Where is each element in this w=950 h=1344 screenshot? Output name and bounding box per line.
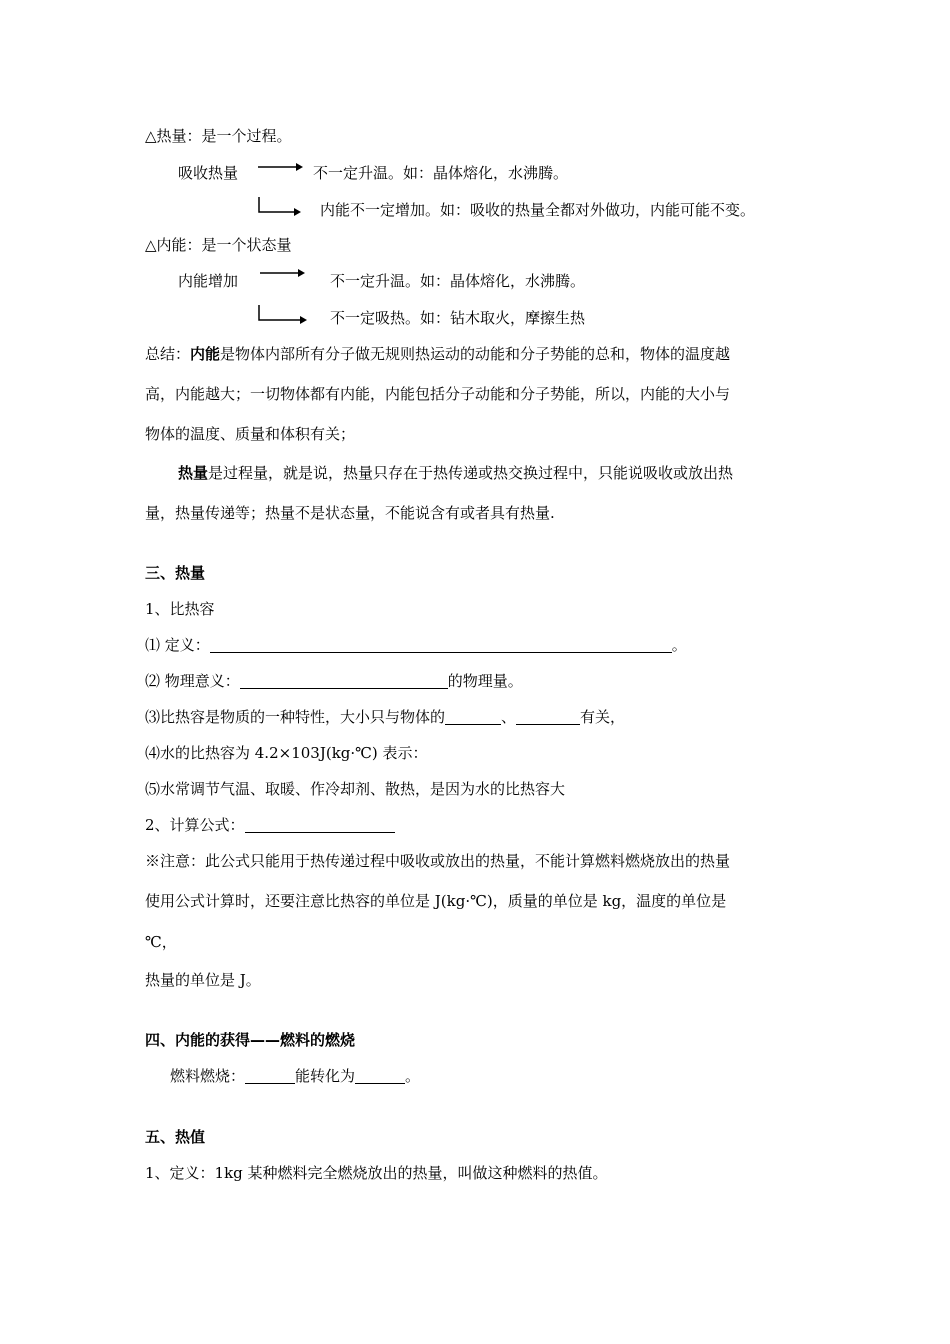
formula-blank[interactable] — [245, 817, 395, 833]
fuel-energy-blank-2[interactable] — [355, 1068, 405, 1084]
summary-term-heat: 热量 — [178, 464, 209, 482]
physical-meaning-blank[interactable] — [240, 673, 448, 689]
property-separator: 、 — [501, 708, 517, 726]
definition-label: ⑴ 定义： — [145, 636, 210, 654]
note-line-1: ※注意：此公式只能用于热传递过程中吸收或放出的热量，不能计算燃料燃烧放出的热量 — [145, 852, 731, 870]
definition-suffix: 。 — [671, 636, 687, 654]
fuel-energy-blank-1[interactable] — [245, 1068, 295, 1084]
physical-meaning-suffix: 的物理量。 — [447, 672, 523, 690]
note-line-4: 热量的单位是 J。 — [145, 971, 261, 989]
property-blank-2[interactable] — [516, 709, 580, 725]
note-line-3: ℃， — [145, 933, 177, 951]
summary-line-3: 物体的温度、质量和体积有关； — [145, 425, 356, 443]
internal-state-title: △内能：是一个状态量 — [145, 236, 292, 254]
summary-line-1 — [145, 344, 730, 364]
heat-absorb-text-2: 内能不一定增加。如：吸收的热量全都对外做功，内能可能不变。 — [320, 201, 756, 219]
summary-prefix: 总结： — [145, 345, 191, 363]
property-text: ⑶比热容是物质的一种特性，大小只与物体的 — [145, 708, 446, 726]
corner-arrow-icon — [258, 304, 308, 326]
summary-line-4-rest: 是过程量，就是说，热量只存在于热传递或热交换过程中，只能说吸收或放出热 — [208, 464, 734, 482]
internal-increase-text-1: 不一定升温。如：晶体熔化，水沸腾。 — [330, 272, 586, 290]
section-4-title: 四、内能的获得——燃料的燃烧 — [145, 1031, 356, 1049]
definition-item — [145, 635, 687, 655]
section-3-sub-1: 1、比热容 — [145, 600, 215, 618]
water-usage-item: ⑸水常调节气温、取暖、作冷却剂、散热，是因为水的比热容大 — [145, 780, 566, 798]
formula-item — [145, 815, 395, 835]
fuel-burning-item — [170, 1066, 420, 1086]
section-3-title: 三、热量 — [145, 564, 206, 582]
physical-meaning-item — [145, 671, 523, 691]
property-suffix: 有关， — [580, 708, 626, 726]
definition-blank[interactable] — [210, 637, 672, 653]
physical-meaning-label: ⑵ 物理意义： — [145, 672, 240, 690]
formula-label: 2、计算公式： — [145, 816, 245, 834]
heat-absorb-label: 吸收热量 — [178, 164, 239, 182]
fuel-burning-suffix: 。 — [405, 1067, 421, 1085]
section-5-title: 五、热值 — [145, 1128, 206, 1146]
property-item — [145, 707, 625, 727]
internal-increase-label: 内能增加 — [178, 272, 239, 290]
summary-line-4 — [178, 463, 733, 483]
heat-absorb-text-1: 不一定升温。如：晶体熔化，水沸腾。 — [313, 164, 569, 182]
internal-increase-text-2: 不一定吸热。如：钻木取火，摩擦生热 — [330, 309, 586, 327]
summary-term-internal-energy: 内能 — [190, 345, 221, 363]
fuel-burning-label: 燃料燃烧： — [170, 1067, 246, 1085]
note-line-2: 使用公式计算时，还要注意比热容的单位是 J(kg·℃)，质量的单位是 kg，温度的单位是 — [145, 892, 727, 910]
summary-line-2: 高，内能越大；一切物体都有内能，内能包括分子动能和分子势能，所以，内能的大小与 — [145, 385, 731, 403]
summary-line-5: 量，热量传递等；热量不是状态量，不能说含有或者具有热量. — [145, 504, 555, 522]
summary-line-1-rest: 是物体内部所有分子做无规则热运动的动能和分子势能的总和，物体的温度越 — [220, 345, 731, 363]
property-blank-1[interactable] — [445, 709, 501, 725]
fuel-burning-mid: 能转化为 — [295, 1067, 356, 1085]
right-arrow-icon — [258, 160, 304, 174]
heat-process-title: △热量：是一个过程。 — [145, 127, 292, 145]
heat-value-definition: 1、定义：1kg 某种燃料完全燃烧放出的热量，叫做这种燃料的热值。 — [145, 1164, 608, 1182]
right-arrow-icon — [260, 266, 306, 280]
water-specific-heat-item: ⑷水的比热容为 4.2×103J(kg·℃) 表示： — [145, 744, 428, 762]
corner-arrow-icon — [258, 196, 302, 218]
